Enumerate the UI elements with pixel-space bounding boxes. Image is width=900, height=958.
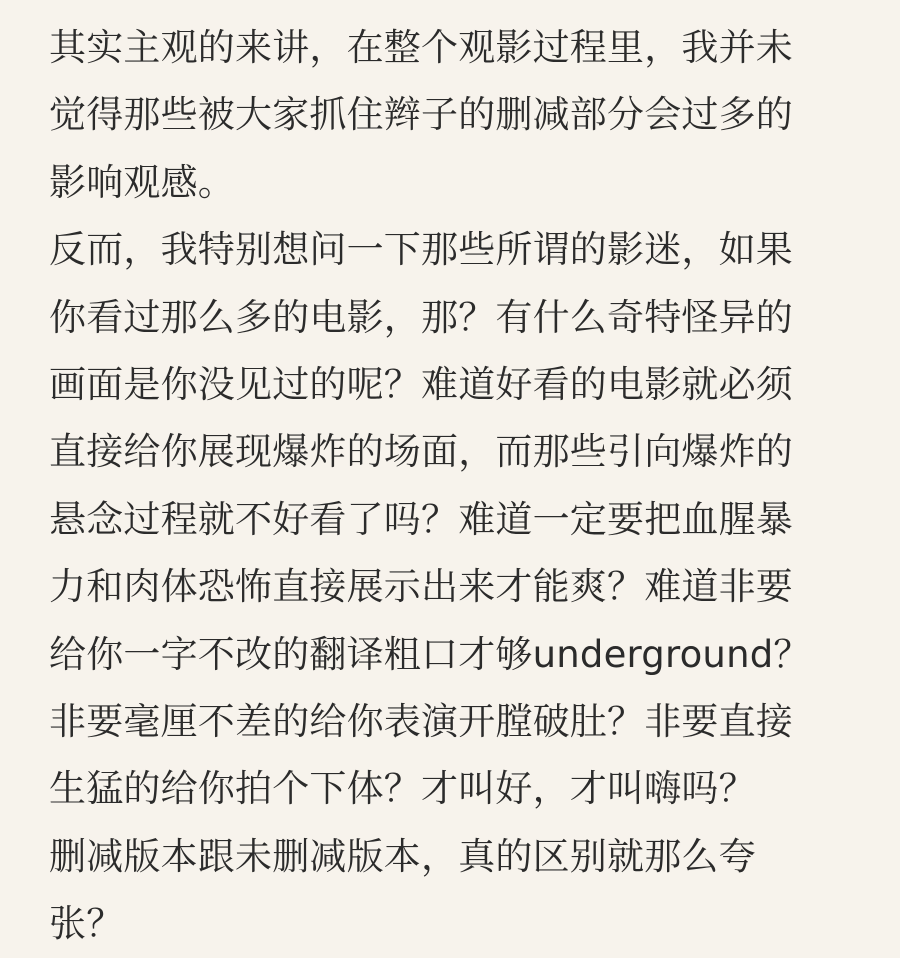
- text-line: 非要毫厘不差的给你表演开膛破肚？非要直接: [49, 699, 793, 743]
- article-body: [49, 14, 870, 957]
- text-line: 力和肉体恐怖直接展示出来才能爽？难道非要: [49, 565, 793, 609]
- text-line: 画面是你没见过的呢？难道好看的电影就必须: [49, 362, 793, 406]
- text-line: 给你一字不改的翻译粗口才够underground？: [49, 632, 811, 676]
- text-line: 影响观感。: [49, 160, 235, 204]
- text-line: 生猛的给你拍个下体？才叫好，才叫嗨吗？: [49, 767, 756, 811]
- text-line: 其实主观的来讲，在整个观影过程里，我并未: [49, 26, 793, 69]
- text-line: 直接给你展现爆炸的场面，而那些引向爆炸的: [49, 430, 793, 474]
- text-line: 删减版本跟未删减版本，真的区别就那么夸: [49, 834, 756, 878]
- text-line: 觉得那些被大家抓住辫子的删减部分会过多的: [49, 93, 793, 137]
- text-line: 你看过那么多的电影，那？有什么奇特怪异的: [49, 295, 793, 339]
- text-line: 反而，我特别想问一下那些所谓的影迷，如果: [49, 228, 793, 272]
- text-line: 张？: [49, 902, 124, 946]
- text-line: 悬念过程就不好看了吗？难道一定要把血腥暴: [49, 497, 793, 541]
